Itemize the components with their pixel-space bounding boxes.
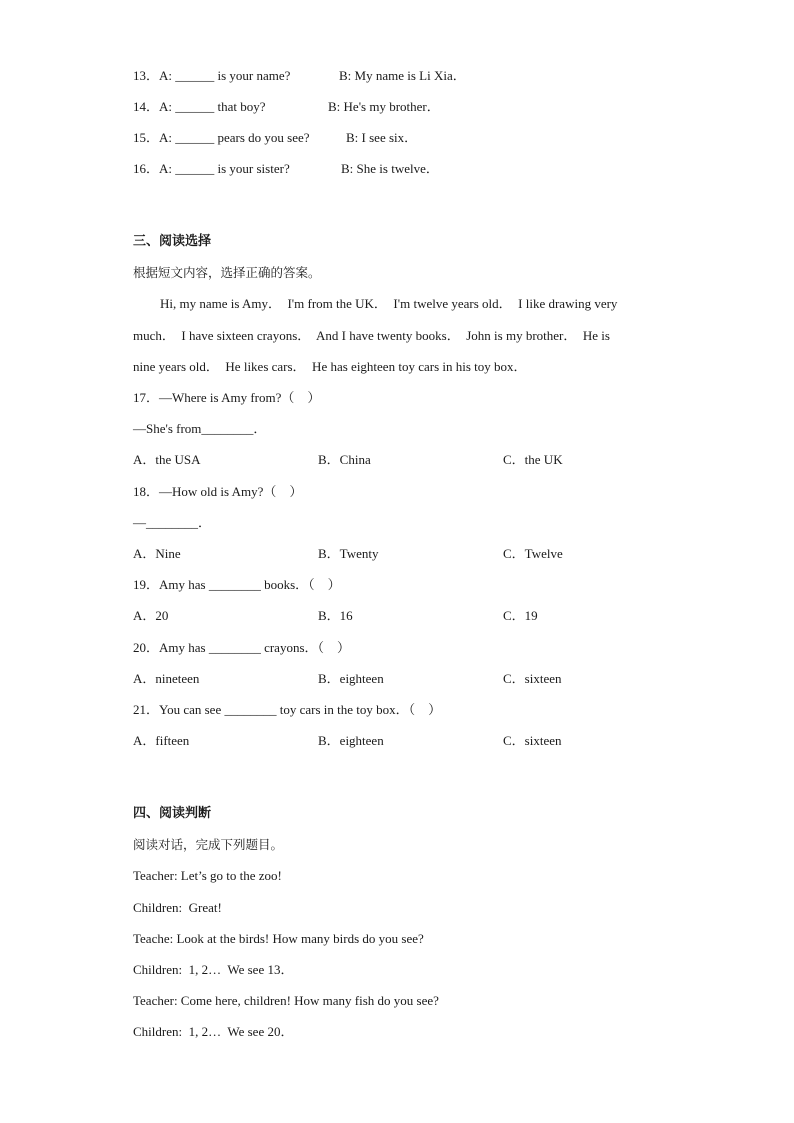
question-15-a: 15．A: ______ pears do you see? [133, 130, 310, 145]
dialogue-line-1: Teacher: Let’s go to the zoo! [133, 868, 282, 883]
question-17-answer-line: —She's from________． [133, 421, 267, 436]
section-3-title: 三、阅读选择 [133, 234, 212, 249]
question-20-option-a[interactable]: A．nineteen [133, 671, 200, 686]
question-21-option-a[interactable]: A．fifteen [133, 733, 190, 748]
question-19-stem: 19．Amy has ________ books．（ ） [133, 577, 341, 592]
question-17-option-c[interactable]: C．the UK [503, 452, 563, 467]
passage-line-3: nine years old． He likes cars． He has eighteen toy cars in his toy box． [133, 359, 527, 374]
question-19-option-a[interactable]: A．20 [133, 608, 169, 623]
question-15 [133, 130, 418, 146]
dialogue-line-6: Children: 1, 2… We see 20． [133, 1024, 294, 1039]
question-18-stem: 18．—How old is Amy?（ ） [133, 484, 303, 499]
question-13-b: B: My name is Li Xia． [339, 68, 466, 83]
question-16 [133, 161, 439, 177]
section-4-instruction: 阅读对话，完成下列题目。 [133, 837, 284, 852]
question-15-b: B: I see six． [346, 130, 418, 145]
question-20-stem: 20．Amy has ________ crayons．（ ） [133, 640, 351, 655]
question-16-b: B: She is twelve． [341, 161, 439, 176]
section-3-instruction: 根据短文内容，选择正确的答案。 [133, 265, 321, 280]
dialogue-line-2: Children: Great! [133, 900, 222, 915]
question-20-option-c[interactable]: C．sixteen [503, 671, 562, 686]
question-19-option-c[interactable]: C．19 [503, 608, 538, 623]
question-21-stem: 21．You can see ________ toy cars in the toy box．（ ） [133, 702, 442, 717]
question-20-option-b[interactable]: B．eighteen [318, 671, 384, 686]
question-18-option-c[interactable]: C．Twelve [503, 546, 563, 561]
question-21-option-b[interactable]: B．eighteen [318, 733, 384, 748]
question-14-a: 14．A: ______ that boy? [133, 99, 266, 114]
dialogue-line-3: Teache: Look at the birds! How many birds do you see? [133, 931, 424, 946]
question-17-option-a[interactable]: A．the USA [133, 452, 201, 467]
question-16-a: 16．A: ______ is your sister? [133, 161, 290, 176]
passage-line-2: much． I have sixteen crayons． And I have twenty books． John is my brother． He is [133, 328, 610, 343]
question-13 [133, 68, 466, 84]
question-13-a: 13．A: ______ is your name? [133, 68, 291, 83]
passage-line-1: Hi, my name is Amy． I'm from the UK． I'm twelve years old． I like drawing very [160, 296, 618, 311]
section-4-title: 四、阅读判断 [133, 806, 212, 821]
question-18-answer-line: —________． [133, 515, 212, 530]
dialogue-line-4: Children: 1, 2… We see 13． [133, 962, 294, 977]
question-14 [133, 99, 440, 115]
question-14-b: B: He's my brother． [328, 99, 440, 114]
question-21-option-c[interactable]: C．sixteen [503, 733, 562, 748]
question-17-option-b[interactable]: B．China [318, 452, 371, 467]
question-19-option-b[interactable]: B．16 [318, 608, 353, 623]
question-18-option-a[interactable]: A．Nine [133, 546, 181, 561]
question-18-option-b[interactable]: B．Twenty [318, 546, 379, 561]
dialogue-line-5: Teacher: Come here, children! How many fish do you see? [133, 993, 439, 1008]
question-17-stem: 17．—Where is Amy from?（ ） [133, 390, 321, 405]
